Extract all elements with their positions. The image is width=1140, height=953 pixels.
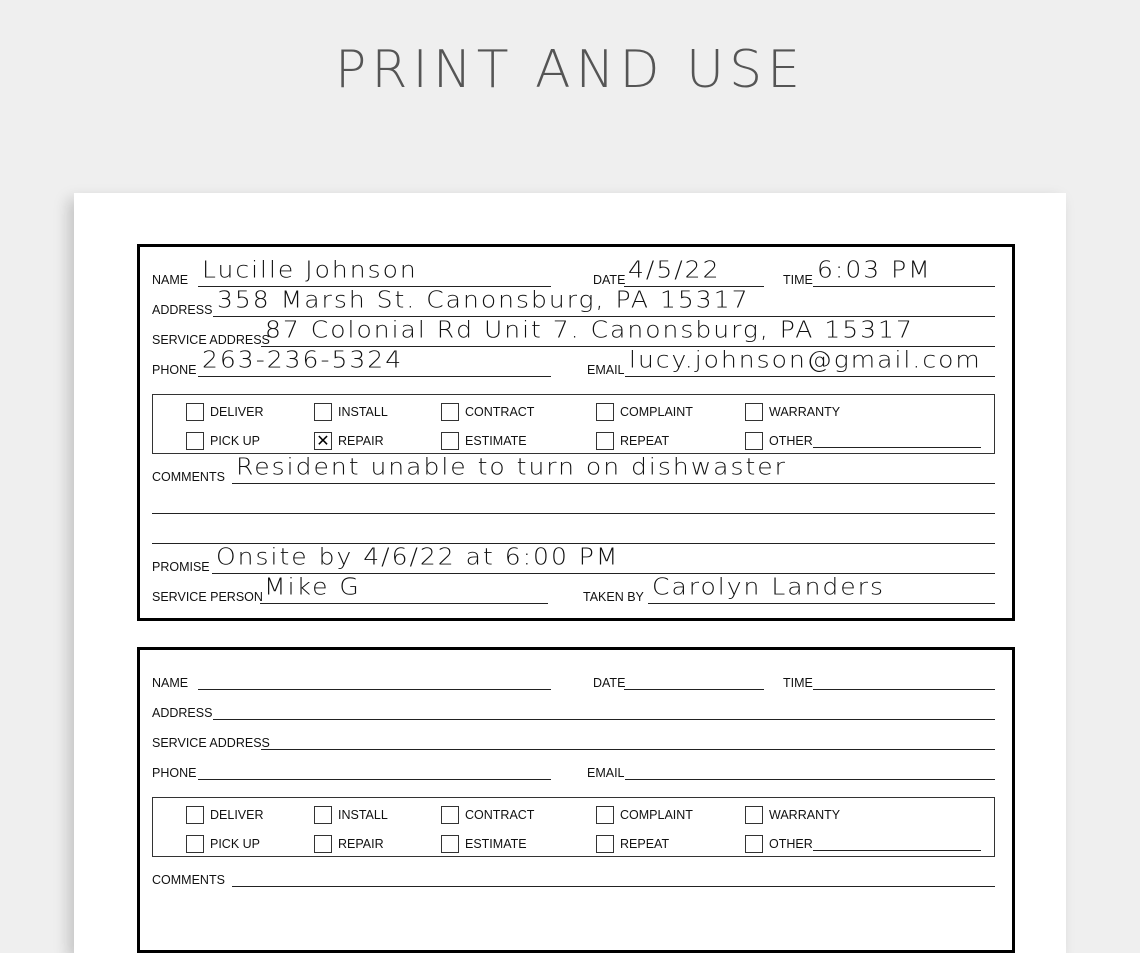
checkbox-label-pick-up: PICK UP (210, 434, 261, 448)
checkbox-label-warranty: WARRANTY (769, 405, 841, 419)
promise-label: PROMISE (152, 560, 210, 574)
checkbox-label-complaint: COMPLAINT (620, 808, 693, 822)
checkbox-complaint[interactable] (596, 806, 614, 824)
checkbox-label-deliver: DELIVER (210, 808, 264, 822)
service-form-filled (137, 244, 1015, 621)
checkbox-other[interactable] (745, 835, 763, 853)
other-input[interactable] (813, 447, 981, 448)
checkbox-deliver[interactable] (186, 403, 204, 421)
promise-value: Onsite by 4/6/22 at 6:00 PM (216, 543, 620, 570)
checkbox-label-repair: REPAIR (338, 434, 384, 448)
checkbox-contract[interactable] (441, 806, 459, 824)
service-address-label: SERVICE ADDRESS (152, 736, 270, 750)
checkbox-label-other: OTHER (769, 434, 813, 448)
service-address-input[interactable] (261, 749, 995, 750)
date-label: DATE (593, 676, 626, 690)
address-value: 358 Marsh St. Canonsburg, PA 15317 (217, 286, 750, 313)
checkbox-pick-up[interactable] (186, 432, 204, 450)
service-form-blank (137, 647, 1015, 953)
name-label: NAME (152, 273, 189, 287)
comments-input[interactable] (232, 483, 995, 484)
comments-label: COMMENTS (152, 873, 225, 887)
comments-label: COMMENTS (152, 470, 225, 484)
time-input[interactable] (813, 689, 995, 690)
checkbox-repair[interactable]: ✕ (314, 432, 332, 450)
checkbox-repair[interactable] (314, 835, 332, 853)
taken-by-label: TAKEN BY (583, 590, 644, 604)
other-input[interactable] (813, 850, 981, 851)
checkbox-label-warranty: WARRANTY (769, 808, 841, 822)
checkbox-deliver[interactable] (186, 806, 204, 824)
checkbox-label-deliver: DELIVER (210, 405, 264, 419)
checkbox-label-repeat: REPEAT (620, 837, 670, 851)
service-address-value: 87 Colonial Rd Unit 7. Canonsburg, PA 15317 (265, 316, 914, 343)
phone-label: PHONE (152, 363, 197, 377)
service-person-label: SERVICE PERSON (152, 590, 263, 604)
service-address-label: SERVICE ADDRESS (152, 333, 270, 347)
phone-label: PHONE (152, 766, 197, 780)
page-title: PRINT AND USE (335, 40, 805, 100)
checkbox-label-complaint: COMPLAINT (620, 405, 693, 419)
email-input[interactable] (625, 376, 995, 377)
checkbox-repeat[interactable] (596, 835, 614, 853)
service-type-panel (152, 394, 995, 454)
phone-input[interactable] (198, 779, 551, 780)
time-label: TIME (783, 676, 813, 690)
checkbox-label-estimate: ESTIMATE (465, 434, 527, 448)
service-person-input[interactable] (260, 603, 548, 604)
checkbox-label-estimate: ESTIMATE (465, 837, 527, 851)
email-value: lucy.johnson@gmail.com (629, 346, 982, 373)
checkbox-label-pick-up: PICK UP (210, 837, 261, 851)
checkbox-install[interactable] (314, 806, 332, 824)
checkbox-install[interactable] (314, 403, 332, 421)
email-label: EMAIL (587, 363, 625, 377)
email-input[interactable] (625, 779, 995, 780)
comments-value: Resident unable to turn on dishwaster (236, 453, 787, 480)
taken-by-value: Carolyn Landers (652, 573, 885, 600)
comments-line-2[interactable] (152, 513, 995, 514)
date-label: DATE (593, 273, 626, 287)
address-label: ADDRESS (152, 303, 213, 317)
comments-line-3[interactable] (152, 543, 995, 544)
service-type-panel (152, 797, 995, 857)
address-label: ADDRESS (152, 706, 213, 720)
checkbox-label-repeat: REPEAT (620, 434, 670, 448)
email-label: EMAIL (587, 766, 625, 780)
checkbox-warranty[interactable] (745, 806, 763, 824)
date-value: 4/5/22 (628, 256, 721, 283)
comments-input[interactable] (232, 886, 995, 887)
checkbox-estimate[interactable] (441, 835, 459, 853)
checkbox-estimate[interactable] (441, 432, 459, 450)
checkbox-label-install: INSTALL (338, 808, 388, 822)
name-value: Lucille Johnson (202, 256, 418, 283)
checkbox-complaint[interactable] (596, 403, 614, 421)
phone-input[interactable] (198, 376, 551, 377)
date-input[interactable] (624, 689, 764, 690)
checkbox-label-install: INSTALL (338, 405, 388, 419)
time-value: 6:03 PM (817, 256, 932, 283)
checkbox-repeat[interactable] (596, 432, 614, 450)
time-input[interactable] (813, 286, 995, 287)
address-input[interactable] (213, 719, 995, 720)
checkbox-warranty[interactable] (745, 403, 763, 421)
service-person-value: Mike G (264, 573, 361, 600)
checkbox-label-other: OTHER (769, 837, 813, 851)
checkbox-label-contract: CONTRACT (465, 808, 535, 822)
checkbox-other[interactable] (745, 432, 763, 450)
checkbox-label-contract: CONTRACT (465, 405, 535, 419)
phone-value: 263-236-5324 (202, 346, 404, 373)
name-input[interactable] (198, 689, 551, 690)
checkbox-pick-up[interactable] (186, 835, 204, 853)
time-label: TIME (783, 273, 813, 287)
checkbox-label-repair: REPAIR (338, 837, 384, 851)
taken-by-input[interactable] (648, 603, 995, 604)
checkbox-contract[interactable] (441, 403, 459, 421)
name-label: NAME (152, 676, 189, 690)
